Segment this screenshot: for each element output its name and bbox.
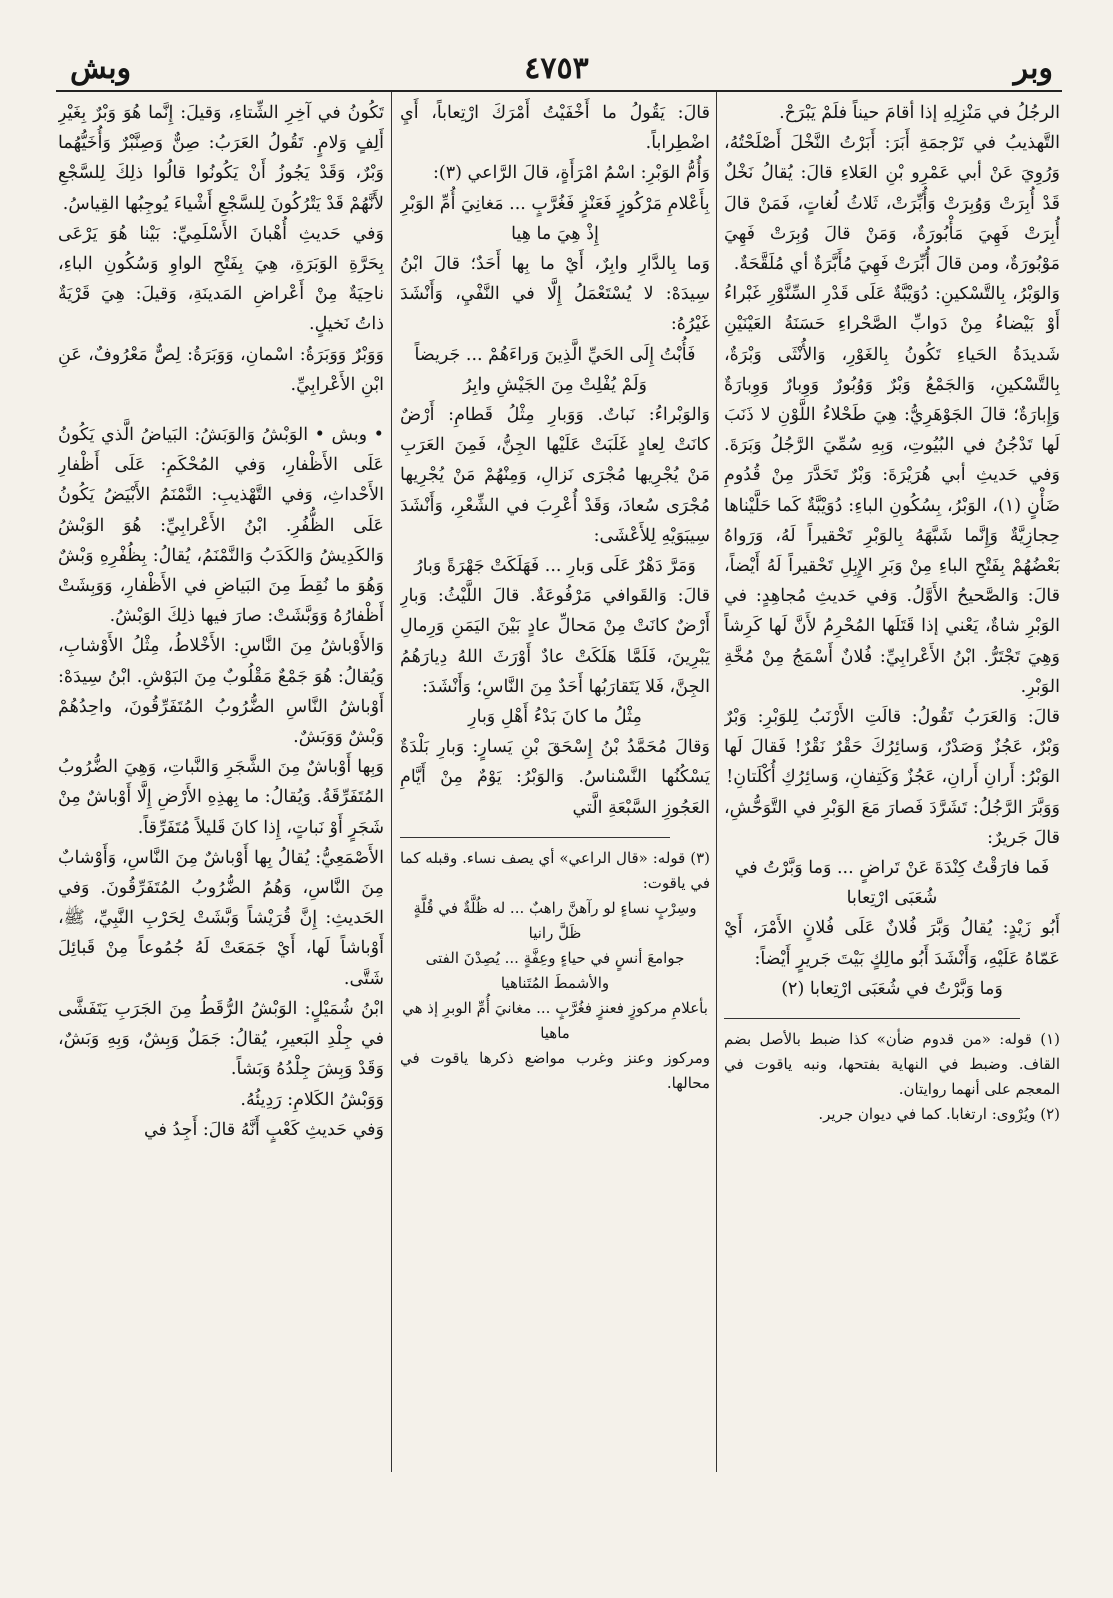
paragraph: وَالأَوْباشُ مِنَ النَّاسِ: الأَخْلاطُ، مِثْلُ الأَوْشابِ، وَيُقالُ: هُوَ جَمْعٌ مَقْلُوبٌ مِنَ البَوْشِ. ابْنُ سِيدَهْ: أَوْباشُ النَّاسِ الضُّرُوبُ المُتَفَرِّقُونَ، واحِدُهُمْ وَبْشٌ وَوَبَشٌ. bbox=[58, 636, 384, 748]
header-rule bbox=[56, 90, 1062, 92]
verse: مِثْلُ ما كانَ بَدْءُ أَهْلِ وَبارِ bbox=[468, 707, 642, 728]
paragraph: وَقالَ مُحَمَّدُ بْنُ إِسْحَقَ بْنِ يَسارٍ: وَبارِ بَلْدَةٌ يَسْكُنُها النَّسْناسُ. وَالوَبْرُ: يَوْمٌ مِنْ أَيَّامِ العَجُوزِ السَّبْعَةِ الَّتي bbox=[400, 737, 710, 818]
header-root-word-left: وبش bbox=[70, 51, 132, 86]
paragraph: أَبُو زَيْدٍ: يُقالُ وَبَّرَ فُلانٌ عَلَى فُلانٍ الأَمْرَ، أَيْ عَمّاهُ عَلَيْهِ، وَأَنْشَدَ أَبُو مالِكٍ بَيْتَ جَريرٍ أَيْضاً: bbox=[724, 918, 1060, 969]
paragraph: الأَصْمَعِيُّ: يُقالُ بِها أَوْباشٌ مِنَ النَّاسِ، وَأَوْشابٌ مِنَ النَّاسِ، وَهُمُ الضُّرُوبُ المُتَفَرِّقُونَ. وَفي الحَديثِ: إِنَّ قُرَيْشاً وَبَّشَتْ لِحَرْبِ النَّبِيِّ، ﷺ، أَوْباشاً لَها، أَيْ جَمَعَتْ لَهُ جُمُوعاً مِنْ قَبائِلَ شَتَّى. bbox=[58, 847, 384, 989]
header-root-word-right: وبر bbox=[1013, 51, 1053, 86]
paragraph: قالَ: وَالقَوافي مَرْفُوعَةٌ. قالَ اللَّيْثُ: وَبارِ أَرْضٌ كانَتْ مِنْ مَحالِّ عادٍ بَيْنَ اليَمَنِ وَرِمالِ يَبْرِينَ، فَلَمَّا هَلَكَتْ عادٌ أَوْرَثَ اللهُ دِيارَهُمُ الجِنَّ، فَلا يَتَقارَبُها أَحَدٌ مِنَ النَّاسِ؛ وَأَنْشَدَ: bbox=[400, 586, 710, 697]
paragraph: وَبِها أَوْباشٌ مِنَ الشَّجَرِ وَالنَّباتِ، وَهِيَ الضُّرُوبُ المُتَفَرِّقَةُ. وَيُقالُ: ما بِهذِهِ الأَرْضِ إِلَّا أَوْباشٌ مِنْ شَجَرٍ أَوْ نَباتٍ، إِذا كانَ قَليلاً مُتَفَرِّقاً. bbox=[58, 757, 384, 838]
paragraph: وَوَبْرٌ وَوَبَرَةُ: اسْمانِ، وَوَبَرَةُ: لِصٌّ مَعْرُوفٌ، عَنِ ابْنِ الأَعْرابِيِّ. bbox=[58, 344, 384, 395]
column-middle bbox=[400, 98, 710, 1498]
footnote-verse: بأعلامِ مركوزٍ فعنزٍ فغُرَّبٍ ... مغانيَ أُمِّ الوبرِ إذ هي ماهيا bbox=[402, 998, 708, 1042]
column-left bbox=[58, 98, 384, 1518]
verse: وَما وَبَّرْتُ في شُعَبَى ارْتِعابا (٢) bbox=[781, 978, 1003, 999]
paragraph: وَوَبْشُ الكَلامِ: رَدِيئُهُ. bbox=[240, 1089, 384, 1110]
verse: وَمَرَّ دَهْرٌ عَلَى وَبارِ ... فَهَلَكَتْ جَهْرَةً وَبارُ bbox=[414, 556, 696, 577]
footnote-rule bbox=[724, 1018, 1020, 1019]
verse: فَأُبْتُ إِلَى الحَيِّ الَّذِينَ وَراءَهُمْ ... جَريضاً وَلَمْ يُفْلِتْ مِنَ الجَيْشِ وابِرُ bbox=[414, 344, 696, 395]
footnote-rule bbox=[400, 837, 670, 838]
page-number: ٤٧٥٣ bbox=[524, 51, 589, 86]
column-right bbox=[724, 98, 1060, 1598]
footnote-verse: وسِرْبٍ نساءٍ لو رآهنَّ راهبٌ ... له ظُلَّةٌ في قُلَّةٍ ظَلَّ رانيا bbox=[413, 898, 697, 942]
column-divider-right bbox=[716, 92, 717, 1472]
entry-gap bbox=[58, 400, 384, 420]
column-divider-left bbox=[391, 92, 392, 1472]
paragraph: وَالوَبْراءُ: نَباتٌ. وَوَبارِ مِثْلُ قَطامِ: أَرْضٌ كانَتْ لِعادٍ غَلَبَتْ عَلَيْها الجِنُّ، فَمِنَ العَرَبِ مَنْ يُجْرِيها مُجْرَى نَزالِ، وَمِنْهُمْ مَنْ يُجْرِيها مُجْرَى سُعادَ، وَقَدْ أُعْرِبَ في الشِّعْرِ، وَأَنْشَدَ سِيبَوَيْهِ لِلأَعْشَى: bbox=[400, 405, 710, 546]
paragraph: ابْنُ شُمَيْلٍ: الوَبْشُ الرُّقَطُ مِنَ الجَرَبِ يَتَفَشَّى في جِلْدِ البَعيرِ، يُقالُ: جَمَلٌ وَبِشٌ، وَبِهِ وَبَشٌ، وَقَدْ وَبِشَ جِلْدُهُ وَبَشاً. bbox=[58, 998, 384, 1080]
paragraph: وَفي حَديثِ كَعْبٍ أَنَّهُ قالَ: أَجِدُ في bbox=[143, 1119, 384, 1140]
footnote: (١) قوله: «من قدوم ضأن» كذا ضبط بالأصل بضم القاف. وضبط في النهاية بفتحها، ونبه ياقوت في المعجم على أنهما روايتان. bbox=[724, 1030, 1060, 1099]
paragraph: وَفي حَديثِ أُهْبانَ الأَسْلَمِيِّ: بَيْنا هُوَ يَرْعَى بِحَرَّةِ الوَبَرَةِ، هِيَ بِفَتْحِ الواوِ وَسُكُونِ الباءِ، ناحِيَةٌ مِنْ أَعْراضِ المَدينَةِ، وَقيلَ: هِيَ قَرْيَةٌ ذاتُ نَخيلٍ. bbox=[58, 223, 384, 335]
verse: فَما فارَقْتُ كِنْدَةَ عَنْ تَراضٍ ... وَما وَبَّرْتُ في شُعَبَى ارْتِعابا bbox=[734, 858, 1050, 909]
footnote: ومركوز وعنز وغرب مواضع ذكرها ياقوت في محالها. bbox=[400, 1048, 710, 1092]
paragraph: وَما بِالدَّارِ وابِرٌ، أَيْ ما بِها أَحَدٌ؛ قالَ ابْنُ سِيدَهْ: لا يُسْتَعْمَلُ إِلَّا في النَّفْيِ، وَأَنْشَدَ غَيْرُهُ: bbox=[400, 254, 710, 335]
footnote: (٣) قوله: «قال الراعي» أي يصف نساء. وقبله كما في ياقوت: bbox=[400, 848, 710, 892]
paragraph: وَالوَبْرُ، بِالتَّسْكينِ: دُوَيْبَّةٌ عَلَى قَدْرِ السِّنَّوْرِ غَبْراءُ أَوْ بَيْضاءُ مِنْ دَوابِّ الصَّحْراءِ حَسَنَةُ العَيْنَيْنِ شَديدَةُ الحَياءِ تَكُونُ بِالغَوْرِ، وَالأُنْثَى وَبْرَةٌ، بِالتَّسْكينِ، وَالجَمْعُ وَبْرٌ وَوُبُورٌ وَوِبارٌ وَوِبارَةٌ وَإِبارَةٌ؛ قالَ الجَوْهَرِيُّ: هِيَ طَحْلاءُ اللَّوْنِ لا ذَنَبَ لَها تَدْجُنُ في البُيُوتِ، وَبِهِ سُمِّيَ الرَّجُلُ وَبَرَةَ. وَفي حَديثِ أبي هُرَيْرَةَ: وَبْرٌ تَحَدَّرَ مِنْ قُدُومِ ضَأْنٍ (١)، الوَبْرُ، بِسُكُونِ الباءِ: دُوَيْبَّةٌ كَما حَلَّيْناها حِجازِيَّةٌ وَإِنَّما شَبَّهَهُ بِالوَبْرِ تَحْقيراً لَهُ، وَرَواهُ بَعْضُهُمْ بِفَتْحِ الباءِ مِنْ وَبَرِ الإِبِلِ تَحْقيراً لَهُ أَيْضاً، قالَ: وَالصَّحيحُ الأَوَّلُ. وَفي حَديثِ مُجاهِدٍ: في الوَبْرِ شاةٌ، يَعْني إذا قَتَلَها المُحْرِمُ لأَنَّ لَها كَرِشاً وَهِيَ تَجْتَرُّ. ابْنُ الأَعْرابِيِّ: فُلانٌ أَسْمَجُ مِنْ مُخَّةِ الوَبْرِ. bbox=[724, 284, 1060, 697]
paragraph: وَوَبَّرَ الرَّجُلُ: تَشَرَّدَ فَصارَ مَعَ الوَبْرِ في التَّوَحُّشِ، قالَ جَريرٌ: bbox=[724, 797, 1060, 848]
footnote: (٢) ويُرْوى: ارتغابا. كما في ديوان جرير. bbox=[818, 1105, 1060, 1124]
verse: بِأَعْلامِ مَرْكُوزٍ فَعَنْزٍ فَغُرَّبٍ ... مَغانِيَ أُمِّ الوَبْرِ إِذْ هِيَ ما هِيا bbox=[400, 193, 710, 244]
paragraph: الرجُلُ في مَنْزِلِهِ إذا أقامَ حيناً فلَمْ يَبْرَحْ. bbox=[779, 103, 1060, 123]
entry-heading: • وبش • الوَبْشُ وَالوَبَشُ: البَياضُ الَّذي يَكُونُ عَلَى الأَظْفارِ، وَفي المُحْكَمِ: عَلَى أَظْفارِ الأَحْداثِ، وَفي التَّهْذيبِ: النَّمْنَمُ الأَبْيَضُ يَكُونُ عَلَى الظُّفُرِ. ابْنُ الأَعْرابِيِّ: هُوَ الوَبْشُ وَالكَدِيشُ وَالكَدَبُ وَالنَّمْنَمُ، يُقالُ: بِظُفْرِهِ وَبْشٌ وَهُوَ ما نُقِطَ مِنَ البَياضِ في الأَظْفارِ، وَوَبِشَتْ أَظْفارُهُ وَوَبَّشَتْ: صارَ فيها ذلِكَ الوَبْشُ. bbox=[58, 425, 384, 627]
paragraph: التَّهذيبُ في تَرْجمَةِ أَبَرَ: أَبَرْتُ النَّخْلَ أَصْلَحْتُهُ، وَرُوِيَ عَنْ أبي عَمْرِو بْنِ العَلاءِ قالَ: يُقالُ نَخْلٌ قَدْ أُبِرَتْ وَوُبِرَتْ وَأُبِّرَتْ، ثَلاثُ لُغاتٍ، فَمَنْ قالَ أُبِرَتْ فَهِيَ مَأْبُورَةٌ، وَمَنْ قالَ وُبِرَتْ فَهِيَ مَوْبُورَةٌ، ومن قالَ أُبِّرَتْ فَهِيَ مُأَبَّرَةٌ أي مُلَقَّحَةٌ. bbox=[724, 133, 1060, 275]
paragraph: تَكُونُ في آخِرِ الشِّتاءِ، وَقيلَ: إِنَّما هُوَ وَبْرٌ بِغَيْرِ أَلِفٍ وَلامٍ. تَقُولُ العَرَبُ: صِنٌّ وَصِنَّبْرٌ وَأُخَيُّهُما وَبْرٌ، وَقَدْ يَجُوزُ أَنْ يَكُونُوا قالُوا ذلِكَ لِلسَّجْعِ لأَنَّهُمْ قَدْ يَتْرُكُونَ لِلسَّجْعِ أَشْياءَ يُوجِبُها القِياسُ. bbox=[58, 103, 384, 214]
paragraph: وَأُمُّ الوَبْرِ: اسْمُ امْرَأَةٍ، قالَ الرَّاعي (٣): bbox=[432, 163, 710, 184]
paragraph: قالَ: يَقُولُ ما أَخْفَيْتُ أَمْرَكَ ارْتِعاباً، أَيِ اضْطِراباً. bbox=[400, 103, 710, 154]
paragraph: قالَ: وَالعَرَبُ تَقُولُ: قالَتِ الأَرْنَبُ لِلوَبْرِ: وَبْرٌ وَبْرٌ، عَجُزٌ وَصَدْرٌ، وَسائِرُكَ حَقْرٌ نَقْرٌ! فَقالَ لَها الوَبْرُ: أَرانِ أَرانِ، عَجُزٌ وَكَتِفانِ، وَسائِرُكِ أُكْلَتانِ! bbox=[724, 707, 1060, 788]
footnote-verse: جوامعَ أنسٍ في حياءٍ وعِفَّةٍ ... يُصِدْنَ الفتى والأشمطَ المُتَناهيا bbox=[425, 948, 685, 992]
